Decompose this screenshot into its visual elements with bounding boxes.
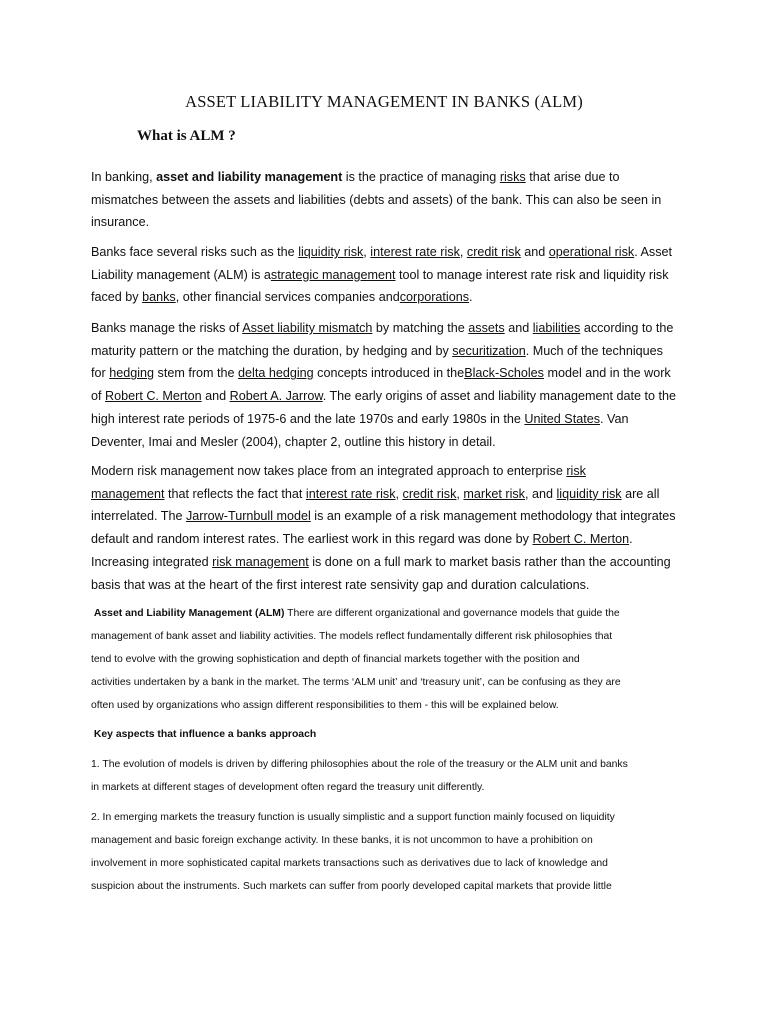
text: tool to manage interest rate risk and liquidity risk (395, 267, 669, 282)
text: . The early origins of asset and liability management date to the (322, 389, 677, 404)
paragraph-definition (91, 166, 681, 234)
text-line: in markets at different stages of development often regard the treasury unit differently. (91, 781, 485, 793)
link-asset-liability-mismatch[interactable]: Asset liability mismatch (242, 321, 373, 335)
document-title: ASSET LIABILITY MANAGEMENT IN BANKS (ALM) (185, 92, 583, 111)
text: that arise due to (525, 170, 620, 184)
text: high interest rate periods of 1975-6 and the late 1970s and early 1980s in the (91, 411, 525, 426)
text: according to the (580, 321, 674, 335)
link-liabilities[interactable]: liabilities (532, 321, 581, 335)
text: concepts introduced in the (313, 366, 465, 381)
text-line (91, 340, 681, 363)
text-line (91, 385, 681, 408)
link-securitization[interactable]: securitization (452, 343, 526, 358)
text: Liability management (ALM) is a (91, 267, 271, 282)
text: Increasing integrated (91, 554, 213, 569)
text: , (459, 245, 467, 259)
text: In banking, (91, 170, 157, 184)
text: . Much of the techniques (525, 343, 663, 358)
text-line (91, 362, 681, 385)
paragraph-risks (91, 241, 681, 309)
text: interrelated. The (91, 509, 186, 524)
text-line: suspicion about the instruments. Such markets can suffer from poorly developed capital markets that provide little (91, 880, 612, 892)
bold-heading: Asset and Liability Management (ALM) (93, 608, 285, 619)
text: . (469, 290, 473, 305)
text: that reflects the fact that (164, 486, 306, 501)
text-line: mismatches between the assets and liabilities (debts and assets) of the bank. This can also be seen in (91, 192, 662, 207)
text: . Asset (634, 245, 673, 259)
link-liquidity-risk[interactable]: liquidity risk (556, 486, 622, 501)
link-interest-rate-risk[interactable]: interest rate risk (370, 245, 460, 259)
text-line: management and basic foreign exchange activity. In these banks, it is not uncommon to have a prohibition on (91, 834, 593, 846)
text: by matching the (372, 321, 469, 335)
link-credit-risk[interactable]: credit risk (466, 245, 521, 259)
text-line: basis that was at the heart of the first interest rate sensivity gap and duration calculations. (91, 577, 590, 592)
text: and (201, 389, 230, 404)
text-line: 2. In emerging markets the treasury function is usually simplistic and a support function mainly focused on liquidity (91, 812, 615, 823)
text-line (91, 724, 681, 747)
bold-term: asset and liability management (156, 170, 343, 184)
link-risk-management[interactable]: risk management (212, 554, 309, 569)
link-corporations[interactable]: corporations (399, 290, 470, 305)
link-robert-c-merton[interactable]: Robert C. Merton (532, 532, 630, 547)
text: Modern risk management now takes place from an integrated approach to enterprise (91, 464, 567, 478)
text-line: 1. The evolution of models is driven by differing philosophies about the role of the treasury or the ALM unit and banks (91, 759, 628, 770)
link-robert-c-merton[interactable]: Robert C. Merton (105, 389, 202, 404)
text-line: activities undertaken by a bank in the market. The terms ‘ALM unit’ and ‘treasury unit’, can be confusing as they are (91, 676, 621, 688)
text: , (456, 486, 464, 501)
text: is an example of a risk management methodology that integrates (310, 509, 676, 524)
text: , and (524, 486, 557, 501)
text: , (363, 245, 371, 259)
text: is the practice of managing (342, 170, 500, 184)
text-line (91, 460, 681, 483)
text-line (91, 483, 681, 506)
text: model and in the work (543, 366, 671, 381)
link-strategic-management[interactable]: strategic management (270, 267, 396, 282)
text-line: Deventer, Imai and Mesler (2004), chapter 2, outline this history in detail. (91, 434, 496, 449)
paragraph-modern-risk (91, 460, 681, 596)
link-interest-rate-risk[interactable]: interest rate risk (305, 486, 396, 501)
link-credit-risk[interactable]: credit risk (402, 486, 457, 501)
text-line (91, 603, 681, 626)
text-line (91, 505, 681, 528)
text: . (629, 532, 633, 547)
text: . Van (600, 411, 629, 426)
bold-heading: Key aspects that influence a banks approach (93, 729, 317, 740)
text-line (91, 241, 681, 264)
text: and (520, 245, 549, 259)
section-heading: What is ALM ? (137, 128, 236, 144)
link-liquidity-risk[interactable]: liquidity risk (298, 245, 364, 259)
text-line: often used by organizations who assign different responsibilities to them - this will be explained below. (91, 699, 559, 711)
link-market-risk[interactable]: market risk (463, 486, 525, 501)
text-line: involvement in more sophisticated capital markets transactions such as derivatives due to lack of knowledge and (91, 857, 608, 869)
link-risk-management[interactable]: risk (566, 464, 586, 478)
text-line (91, 166, 681, 189)
text: There are different organizational and governance models that guide the (284, 608, 620, 619)
text: are all (621, 486, 660, 501)
link-assets[interactable]: assets (468, 321, 505, 335)
paragraph-hedging (91, 317, 681, 453)
link-united-states[interactable]: United States (524, 411, 600, 426)
text: , (395, 486, 403, 501)
link-risks[interactable]: risks (499, 170, 526, 184)
link-operational-risk[interactable]: operational risk (548, 245, 635, 259)
paragraph-alm-models (91, 603, 681, 718)
link-banks[interactable]: banks (142, 290, 176, 305)
text-line (91, 408, 681, 431)
text: is done on a full mark to market basis rather than the accounting (308, 554, 671, 569)
link-jarrow-turnbull-model[interactable]: Jarrow-Turnbull model (185, 509, 311, 524)
text-line (91, 528, 681, 551)
text-line (91, 317, 681, 340)
text-line: management of bank asset and liability activities. The models reflect fundamentally different risk philosophies that (91, 630, 613, 642)
text-line (91, 264, 681, 287)
text: for (91, 366, 110, 381)
text-line: tend to evolve with the growing sophistication and depth of financial markets together with the position and (91, 653, 580, 665)
text-line: insurance. (91, 215, 150, 230)
link-risk-management[interactable]: management (91, 486, 165, 501)
text-line (91, 551, 681, 574)
text: maturity pattern or the matching the duration, by hedging and by (91, 343, 453, 358)
text: faced by (91, 290, 143, 305)
text: , other financial services companies and (175, 290, 400, 305)
paragraph-key-aspects-heading (91, 724, 681, 747)
text: and (504, 321, 533, 335)
link-delta-hedging[interactable]: delta hedging (238, 366, 314, 381)
text: stem from the (154, 366, 239, 381)
text-line (91, 286, 681, 309)
link-robert-a-jarrow[interactable]: Robert A. Jarrow (229, 389, 323, 404)
text: of (91, 389, 106, 404)
link-black-scholes[interactable]: Black-Scholes (464, 366, 544, 381)
paragraph-point-2 (91, 807, 681, 899)
link-hedging[interactable]: hedging (109, 366, 155, 381)
text: Banks manage the risks of (91, 321, 243, 335)
paragraph-point-1 (91, 754, 681, 800)
text: default and random interest rates. The earliest work in this regard was done by (91, 532, 533, 547)
text: Banks face several risks such as the (91, 245, 299, 259)
